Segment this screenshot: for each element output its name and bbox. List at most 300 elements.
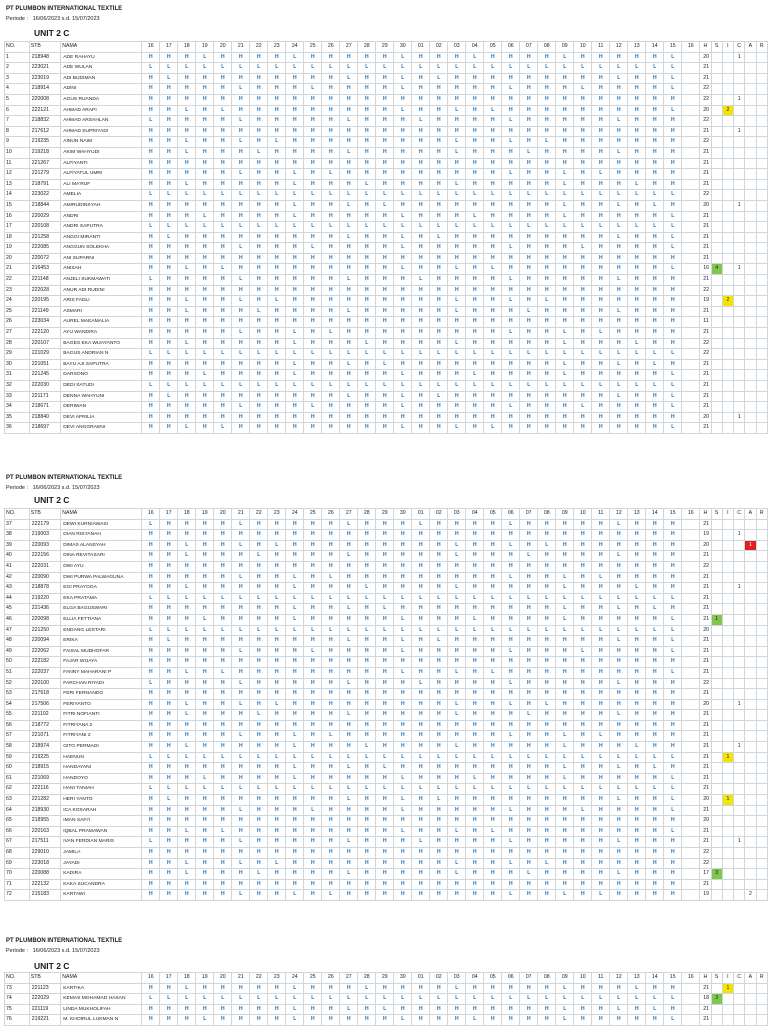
day-cell: L xyxy=(502,137,520,148)
day-cell: H xyxy=(628,116,646,127)
day-cell: L xyxy=(664,826,682,837)
day-cell: H xyxy=(214,359,232,370)
row-number: 48 xyxy=(5,636,30,647)
employee-row xyxy=(5,858,768,869)
day-cell xyxy=(682,826,700,837)
employee-row xyxy=(5,137,768,148)
day-cell: L xyxy=(340,116,358,127)
day-cell: H xyxy=(466,306,484,317)
row-number: 55 xyxy=(5,710,30,721)
day-cell: H xyxy=(610,169,628,180)
count-s: 3 xyxy=(711,994,722,1005)
employee-row xyxy=(5,879,768,890)
day-cell: H xyxy=(394,200,412,211)
day-cell: L xyxy=(610,232,628,243)
attendance-table xyxy=(4,508,768,901)
day-cell: H xyxy=(376,561,394,572)
day-header: 19 xyxy=(196,973,214,984)
day-cell: H xyxy=(520,211,538,222)
day-cell: H xyxy=(304,604,322,615)
day-cell: H xyxy=(214,275,232,286)
day-cell: L xyxy=(178,264,196,275)
day-cell: L xyxy=(556,370,574,381)
day-cell: H xyxy=(592,763,610,774)
day-cell: L xyxy=(592,222,610,233)
day-cell: H xyxy=(628,137,646,148)
day-cell: L xyxy=(574,63,592,74)
day-cell: H xyxy=(178,773,196,784)
day-cell xyxy=(682,328,700,339)
day-cell: L xyxy=(430,190,448,201)
employee-name: ANISAH xyxy=(61,264,142,275)
day-cell: H xyxy=(430,816,448,827)
count-a xyxy=(745,391,756,402)
count-i xyxy=(722,551,733,562)
day-cell: H xyxy=(160,879,178,890)
day-cell: L xyxy=(322,222,340,233)
count-i xyxy=(722,879,733,890)
day-cell: H xyxy=(286,253,304,264)
day-cell: H xyxy=(466,391,484,402)
employee-row xyxy=(5,763,768,774)
count-h: 20 xyxy=(700,625,711,636)
count-h: 21 xyxy=(700,773,711,784)
day-cell: H xyxy=(214,689,232,700)
employee-name: ALFIYATUL UMRI xyxy=(61,169,142,180)
count-i xyxy=(722,720,733,731)
day-cell: L xyxy=(448,994,466,1005)
day-cell: H xyxy=(448,763,466,774)
day-cell: H xyxy=(430,116,448,127)
day-cell: H xyxy=(214,551,232,562)
count-i: 1 xyxy=(722,983,733,994)
day-cell: H xyxy=(664,338,682,349)
day-cell: H xyxy=(628,232,646,243)
day-cell: L xyxy=(142,752,160,763)
day-cell: H xyxy=(556,710,574,721)
day-cell: L xyxy=(610,551,628,562)
day-cell: H xyxy=(196,646,214,657)
summary-header: H xyxy=(700,42,711,53)
day-header: 22 xyxy=(250,42,268,53)
day-header: 20 xyxy=(214,973,232,984)
count-i xyxy=(722,858,733,869)
day-header: 11 xyxy=(592,973,610,984)
summary-header: S xyxy=(711,973,722,984)
day-cell: H xyxy=(322,296,340,307)
count-h: 22 xyxy=(700,94,711,105)
day-cell: H xyxy=(502,232,520,243)
day-cell: H xyxy=(646,306,664,317)
count-i xyxy=(722,137,733,148)
day-cell: H xyxy=(610,328,628,339)
count-c xyxy=(734,540,745,551)
day-cell: H xyxy=(196,869,214,880)
day-cell: H xyxy=(178,805,196,816)
day-cell: L xyxy=(448,826,466,837)
day-cell: H xyxy=(556,126,574,137)
day-cell: H xyxy=(250,1015,268,1026)
day-cell: H xyxy=(574,519,592,530)
day-cell: L xyxy=(160,752,178,763)
count-a xyxy=(745,848,756,859)
day-cell: H xyxy=(556,147,574,158)
day-cell: H xyxy=(286,423,304,434)
day-cell: L xyxy=(286,169,304,180)
day-cell: H xyxy=(178,169,196,180)
day-cell: L xyxy=(178,540,196,551)
day-cell: H xyxy=(160,84,178,95)
day-cell: H xyxy=(412,540,430,551)
day-cell: L xyxy=(538,540,556,551)
row-number: 64 xyxy=(5,805,30,816)
day-cell: H xyxy=(286,73,304,84)
day-cell: L xyxy=(664,190,682,201)
day-cell: H xyxy=(412,126,430,137)
summary-header: I xyxy=(722,973,733,984)
day-cell: H xyxy=(538,200,556,211)
day-header: 02 xyxy=(430,509,448,520)
count-i xyxy=(722,763,733,774)
day-cell: L xyxy=(574,593,592,604)
col-stb-header: STB xyxy=(29,42,61,53)
employee-row xyxy=(5,328,768,339)
day-cell: H xyxy=(664,551,682,562)
day-cell: H xyxy=(142,731,160,742)
day-cell: H xyxy=(646,412,664,423)
day-cell: H xyxy=(232,253,250,264)
day-cell: L xyxy=(484,994,502,1005)
day-cell: L xyxy=(502,349,520,360)
count-r xyxy=(756,561,767,572)
day-cell: H xyxy=(268,720,286,731)
employee-row xyxy=(5,994,768,1005)
employee-stb: 220090 xyxy=(29,572,61,583)
day-cell: H xyxy=(412,137,430,148)
day-cell: L xyxy=(538,593,556,604)
count-i xyxy=(722,126,733,137)
day-cell: L xyxy=(664,222,682,233)
count-s xyxy=(711,84,722,95)
count-c: 1 xyxy=(734,742,745,753)
day-cell xyxy=(682,402,700,413)
count-r xyxy=(756,551,767,562)
day-cell: H xyxy=(160,264,178,275)
day-cell: H xyxy=(304,551,322,562)
day-cell: H xyxy=(304,359,322,370)
day-cell: H xyxy=(556,94,574,105)
day-header: 15 xyxy=(664,509,682,520)
employee-name: DARSONO xyxy=(61,370,142,381)
day-cell: H xyxy=(178,52,196,63)
employee-stb: 216453 xyxy=(29,264,61,275)
day-cell: H xyxy=(196,126,214,137)
count-h: 21 xyxy=(700,370,711,381)
count-s xyxy=(711,169,722,180)
day-cell: L xyxy=(556,983,574,994)
day-header: 07 xyxy=(520,973,538,984)
day-cell: H xyxy=(412,773,430,784)
count-c: 1 xyxy=(734,94,745,105)
day-cell: H xyxy=(358,232,376,243)
day-cell: H xyxy=(574,126,592,137)
day-cell: H xyxy=(214,657,232,668)
day-cell: H xyxy=(520,879,538,890)
day-header: 05 xyxy=(484,42,502,53)
day-cell: L xyxy=(538,349,556,360)
count-c xyxy=(734,211,745,222)
day-cell: H xyxy=(538,412,556,423)
day-cell: L xyxy=(520,190,538,201)
count-a xyxy=(745,805,756,816)
col-no-header: NO. xyxy=(5,973,30,984)
day-cell: L xyxy=(394,381,412,392)
day-cell xyxy=(682,349,700,360)
day-cell: L xyxy=(520,710,538,721)
day-cell: L xyxy=(394,84,412,95)
day-cell: L xyxy=(502,84,520,95)
day-cell: H xyxy=(466,837,484,848)
employee-stb: 221148 xyxy=(29,275,61,286)
count-a xyxy=(745,190,756,201)
row-number: 68 xyxy=(5,848,30,859)
count-c xyxy=(734,169,745,180)
count-r xyxy=(756,816,767,827)
day-cell: H xyxy=(484,169,502,180)
day-cell: L xyxy=(232,275,250,286)
day-cell: L xyxy=(286,179,304,190)
employee-row xyxy=(5,795,768,806)
count-i xyxy=(722,530,733,541)
day-cell: H xyxy=(214,879,232,890)
count-c: 1 xyxy=(734,412,745,423)
day-cell: H xyxy=(214,243,232,254)
day-header: 05 xyxy=(484,509,502,520)
count-c xyxy=(734,710,745,721)
day-cell: L xyxy=(538,625,556,636)
day-cell: H xyxy=(142,561,160,572)
day-cell: H xyxy=(628,94,646,105)
day-cell: L xyxy=(340,784,358,795)
day-cell: H xyxy=(610,1015,628,1026)
day-cell: H xyxy=(142,572,160,583)
day-cell: H xyxy=(196,710,214,721)
day-cell: H xyxy=(412,412,430,423)
day-cell: H xyxy=(214,572,232,583)
day-cell xyxy=(682,105,700,116)
day-cell: H xyxy=(556,137,574,148)
day-cell: H xyxy=(142,402,160,413)
day-cell: H xyxy=(196,391,214,402)
day-cell: L xyxy=(394,625,412,636)
day-cell: H xyxy=(538,731,556,742)
day-cell: H xyxy=(358,52,376,63)
count-c xyxy=(734,359,745,370)
day-cell: H xyxy=(412,359,430,370)
day-cell: H xyxy=(412,169,430,180)
day-cell: H xyxy=(592,540,610,551)
count-h: 22 xyxy=(700,848,711,859)
day-cell: H xyxy=(304,275,322,286)
day-cell: L xyxy=(304,381,322,392)
day-cell: H xyxy=(196,795,214,806)
day-cell: H xyxy=(304,169,322,180)
day-cell: L xyxy=(160,349,178,360)
count-s xyxy=(711,63,722,74)
day-cell: L xyxy=(340,1004,358,1015)
day-cell: H xyxy=(304,848,322,859)
day-cell: H xyxy=(340,402,358,413)
day-cell: H xyxy=(268,84,286,95)
count-c xyxy=(734,720,745,731)
day-cell: L xyxy=(448,137,466,148)
day-cell: H xyxy=(340,137,358,148)
day-cell: H xyxy=(646,105,664,116)
day-cell: H xyxy=(250,519,268,530)
count-c xyxy=(734,190,745,201)
day-cell xyxy=(682,784,700,795)
day-cell: H xyxy=(286,275,304,286)
employee-row xyxy=(5,869,768,880)
day-cell: L xyxy=(610,784,628,795)
day-cell: H xyxy=(376,848,394,859)
day-cell: L xyxy=(214,667,232,678)
count-a xyxy=(745,423,756,434)
count-c xyxy=(734,402,745,413)
day-cell: H xyxy=(466,296,484,307)
day-cell: H xyxy=(268,742,286,753)
day-cell: H xyxy=(574,890,592,901)
day-cell: H xyxy=(322,795,340,806)
count-a xyxy=(745,94,756,105)
day-cell xyxy=(682,731,700,742)
day-cell: H xyxy=(628,519,646,530)
count-c xyxy=(734,773,745,784)
employee-stb: 218840 xyxy=(29,412,61,423)
day-cell: H xyxy=(646,826,664,837)
day-cell: H xyxy=(610,105,628,116)
count-h: 19 xyxy=(700,530,711,541)
day-cell: H xyxy=(502,423,520,434)
day-cell: H xyxy=(340,646,358,657)
day-cell: H xyxy=(160,211,178,222)
employee-row xyxy=(5,657,768,668)
day-cell: H xyxy=(592,285,610,296)
day-cell: H xyxy=(196,317,214,328)
count-a xyxy=(745,275,756,286)
day-cell: H xyxy=(322,338,340,349)
day-cell: H xyxy=(628,540,646,551)
day-cell: H xyxy=(412,604,430,615)
count-a xyxy=(745,328,756,339)
count-i xyxy=(722,646,733,657)
employee-stb: 218974 xyxy=(29,742,61,753)
employee-name: FITRIYANA 2 xyxy=(61,720,142,731)
day-cell: L xyxy=(286,604,304,615)
day-cell: H xyxy=(574,137,592,148)
count-h: 20 xyxy=(700,699,711,710)
day-cell: H xyxy=(268,338,286,349)
day-cell: H xyxy=(610,614,628,625)
day-cell: H xyxy=(484,636,502,647)
day-cell: L xyxy=(286,211,304,222)
day-cell: L xyxy=(412,381,430,392)
day-cell: L xyxy=(556,222,574,233)
day-cell: H xyxy=(142,720,160,731)
day-cell: H xyxy=(142,243,160,254)
day-cell: H xyxy=(232,1015,250,1026)
day-cell: H xyxy=(340,826,358,837)
day-cell: H xyxy=(142,105,160,116)
day-cell: H xyxy=(574,540,592,551)
day-cell: H xyxy=(142,699,160,710)
day-cell: H xyxy=(232,338,250,349)
day-cell: H xyxy=(430,296,448,307)
day-cell: H xyxy=(340,530,358,541)
day-header: 20 xyxy=(214,42,232,53)
day-cell: H xyxy=(610,742,628,753)
day-cell: L xyxy=(250,147,268,158)
day-cell: H xyxy=(448,636,466,647)
count-i xyxy=(722,657,733,668)
day-cell: L xyxy=(394,402,412,413)
day-header: 27 xyxy=(340,509,358,520)
day-cell: L xyxy=(376,63,394,74)
day-cell: L xyxy=(376,381,394,392)
day-cell: H xyxy=(484,137,502,148)
day-cell: H xyxy=(376,73,394,84)
count-i xyxy=(722,116,733,127)
day-cell: H xyxy=(430,720,448,731)
count-c xyxy=(734,763,745,774)
row-number: 20 xyxy=(5,253,30,264)
count-s xyxy=(711,190,722,201)
day-cell: H xyxy=(502,742,520,753)
day-cell: H xyxy=(142,848,160,859)
day-cell: H xyxy=(304,423,322,434)
day-cell: H xyxy=(268,869,286,880)
day-cell: H xyxy=(502,253,520,264)
count-h: 21 xyxy=(700,423,711,434)
count-i xyxy=(722,349,733,360)
day-cell: L xyxy=(394,423,412,434)
count-a xyxy=(745,667,756,678)
day-cell: L xyxy=(448,63,466,74)
day-cell: H xyxy=(466,890,484,901)
day-cell: H xyxy=(502,614,520,625)
day-cell: H xyxy=(646,530,664,541)
count-h: 21 xyxy=(700,179,711,190)
count-a xyxy=(745,222,756,233)
day-cell: H xyxy=(538,84,556,95)
day-cell: H xyxy=(574,116,592,127)
day-cell: H xyxy=(322,105,340,116)
day-cell: H xyxy=(322,983,340,994)
day-header: 16 xyxy=(682,973,700,984)
day-cell: H xyxy=(214,147,232,158)
day-cell: H xyxy=(268,731,286,742)
day-cell: H xyxy=(160,338,178,349)
day-cell: L xyxy=(340,147,358,158)
day-cell: L xyxy=(502,519,520,530)
day-cell: H xyxy=(664,689,682,700)
day-header: 10 xyxy=(574,509,592,520)
day-cell xyxy=(682,742,700,753)
day-cell: H xyxy=(502,147,520,158)
employee-name: ADE WULAN xyxy=(61,63,142,74)
count-i xyxy=(722,773,733,784)
day-cell: H xyxy=(250,848,268,859)
